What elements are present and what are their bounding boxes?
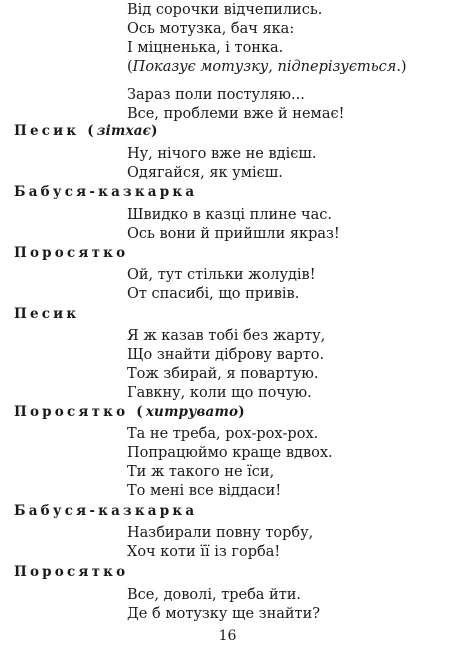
verse-line: Та не треба, рох-рох-рох. [127, 426, 319, 442]
stage-direction-open: ( [127, 59, 133, 75]
speaker-direction: хитрувато [145, 404, 239, 420]
stage-direction-close: .) [396, 59, 407, 75]
verse-line: Все, доволі, треба йти. [127, 587, 302, 603]
verse-line: Назбирали повну торбу, [127, 525, 314, 541]
verse-line: Де б мотузку ще знайти? [127, 606, 321, 622]
verse-line: Швидко в казці плине час. [127, 207, 333, 223]
speaker-name: Песик (зітхає) [14, 123, 161, 139]
speaker-name: Поросятко (хитрувато) [14, 404, 248, 420]
verse-line: То мені все віддаси! [127, 483, 282, 499]
speaker-name: Поросятко [14, 564, 129, 580]
speaker-name: Поросятко [14, 245, 129, 261]
speaker-name: Бабуся-казкарка [14, 503, 198, 519]
verse-line: Я ж казав тобі без жарту, [127, 328, 326, 344]
verse-line: Зараз поли постуляю... [127, 87, 305, 103]
speaker-label: Песик [14, 123, 80, 139]
verse-line: Ой, тут стільки жолудів! [127, 267, 316, 283]
verse-line: Ти ж такого не їси, [127, 464, 275, 480]
verse-line: Від сорочки відчепились. [127, 2, 323, 18]
speaker-name: Бабуся-казкарка [14, 184, 198, 200]
verse-line: Що знайти діброву варто. [127, 347, 325, 363]
verse-line: Одягайся, як умієш. [127, 165, 283, 181]
verse-line: Хоч коти її із горба! [127, 544, 281, 560]
verse-line: І міцненька, і тонка. [127, 40, 284, 56]
speaker-label: Поросятко [14, 404, 129, 420]
stage-direction-text: Показує мотузку, підперізується [132, 59, 397, 75]
verse-line: Ось вони й прийшли якраз! [127, 226, 340, 242]
verse-line: Ось мотузка, бач яка: [127, 21, 295, 37]
speaker-name: Песик [14, 306, 80, 322]
verse-line: Тож збирай, я повартую. [127, 366, 319, 382]
verse-line: Все, проблеми вже й немає! [127, 106, 345, 122]
stage-direction-line [127, 58, 407, 76]
verse-line: Попрацюймо краще вдвох. [127, 445, 333, 461]
verse-line: От спасибі, що привів. [127, 286, 300, 302]
page-number: 16 [218, 628, 237, 644]
verse-line: Ну, нічого вже не вдієш. [127, 146, 317, 162]
verse-line: Гавкну, коли що почую. [127, 385, 312, 401]
speaker-direction: зітхає [96, 123, 152, 139]
